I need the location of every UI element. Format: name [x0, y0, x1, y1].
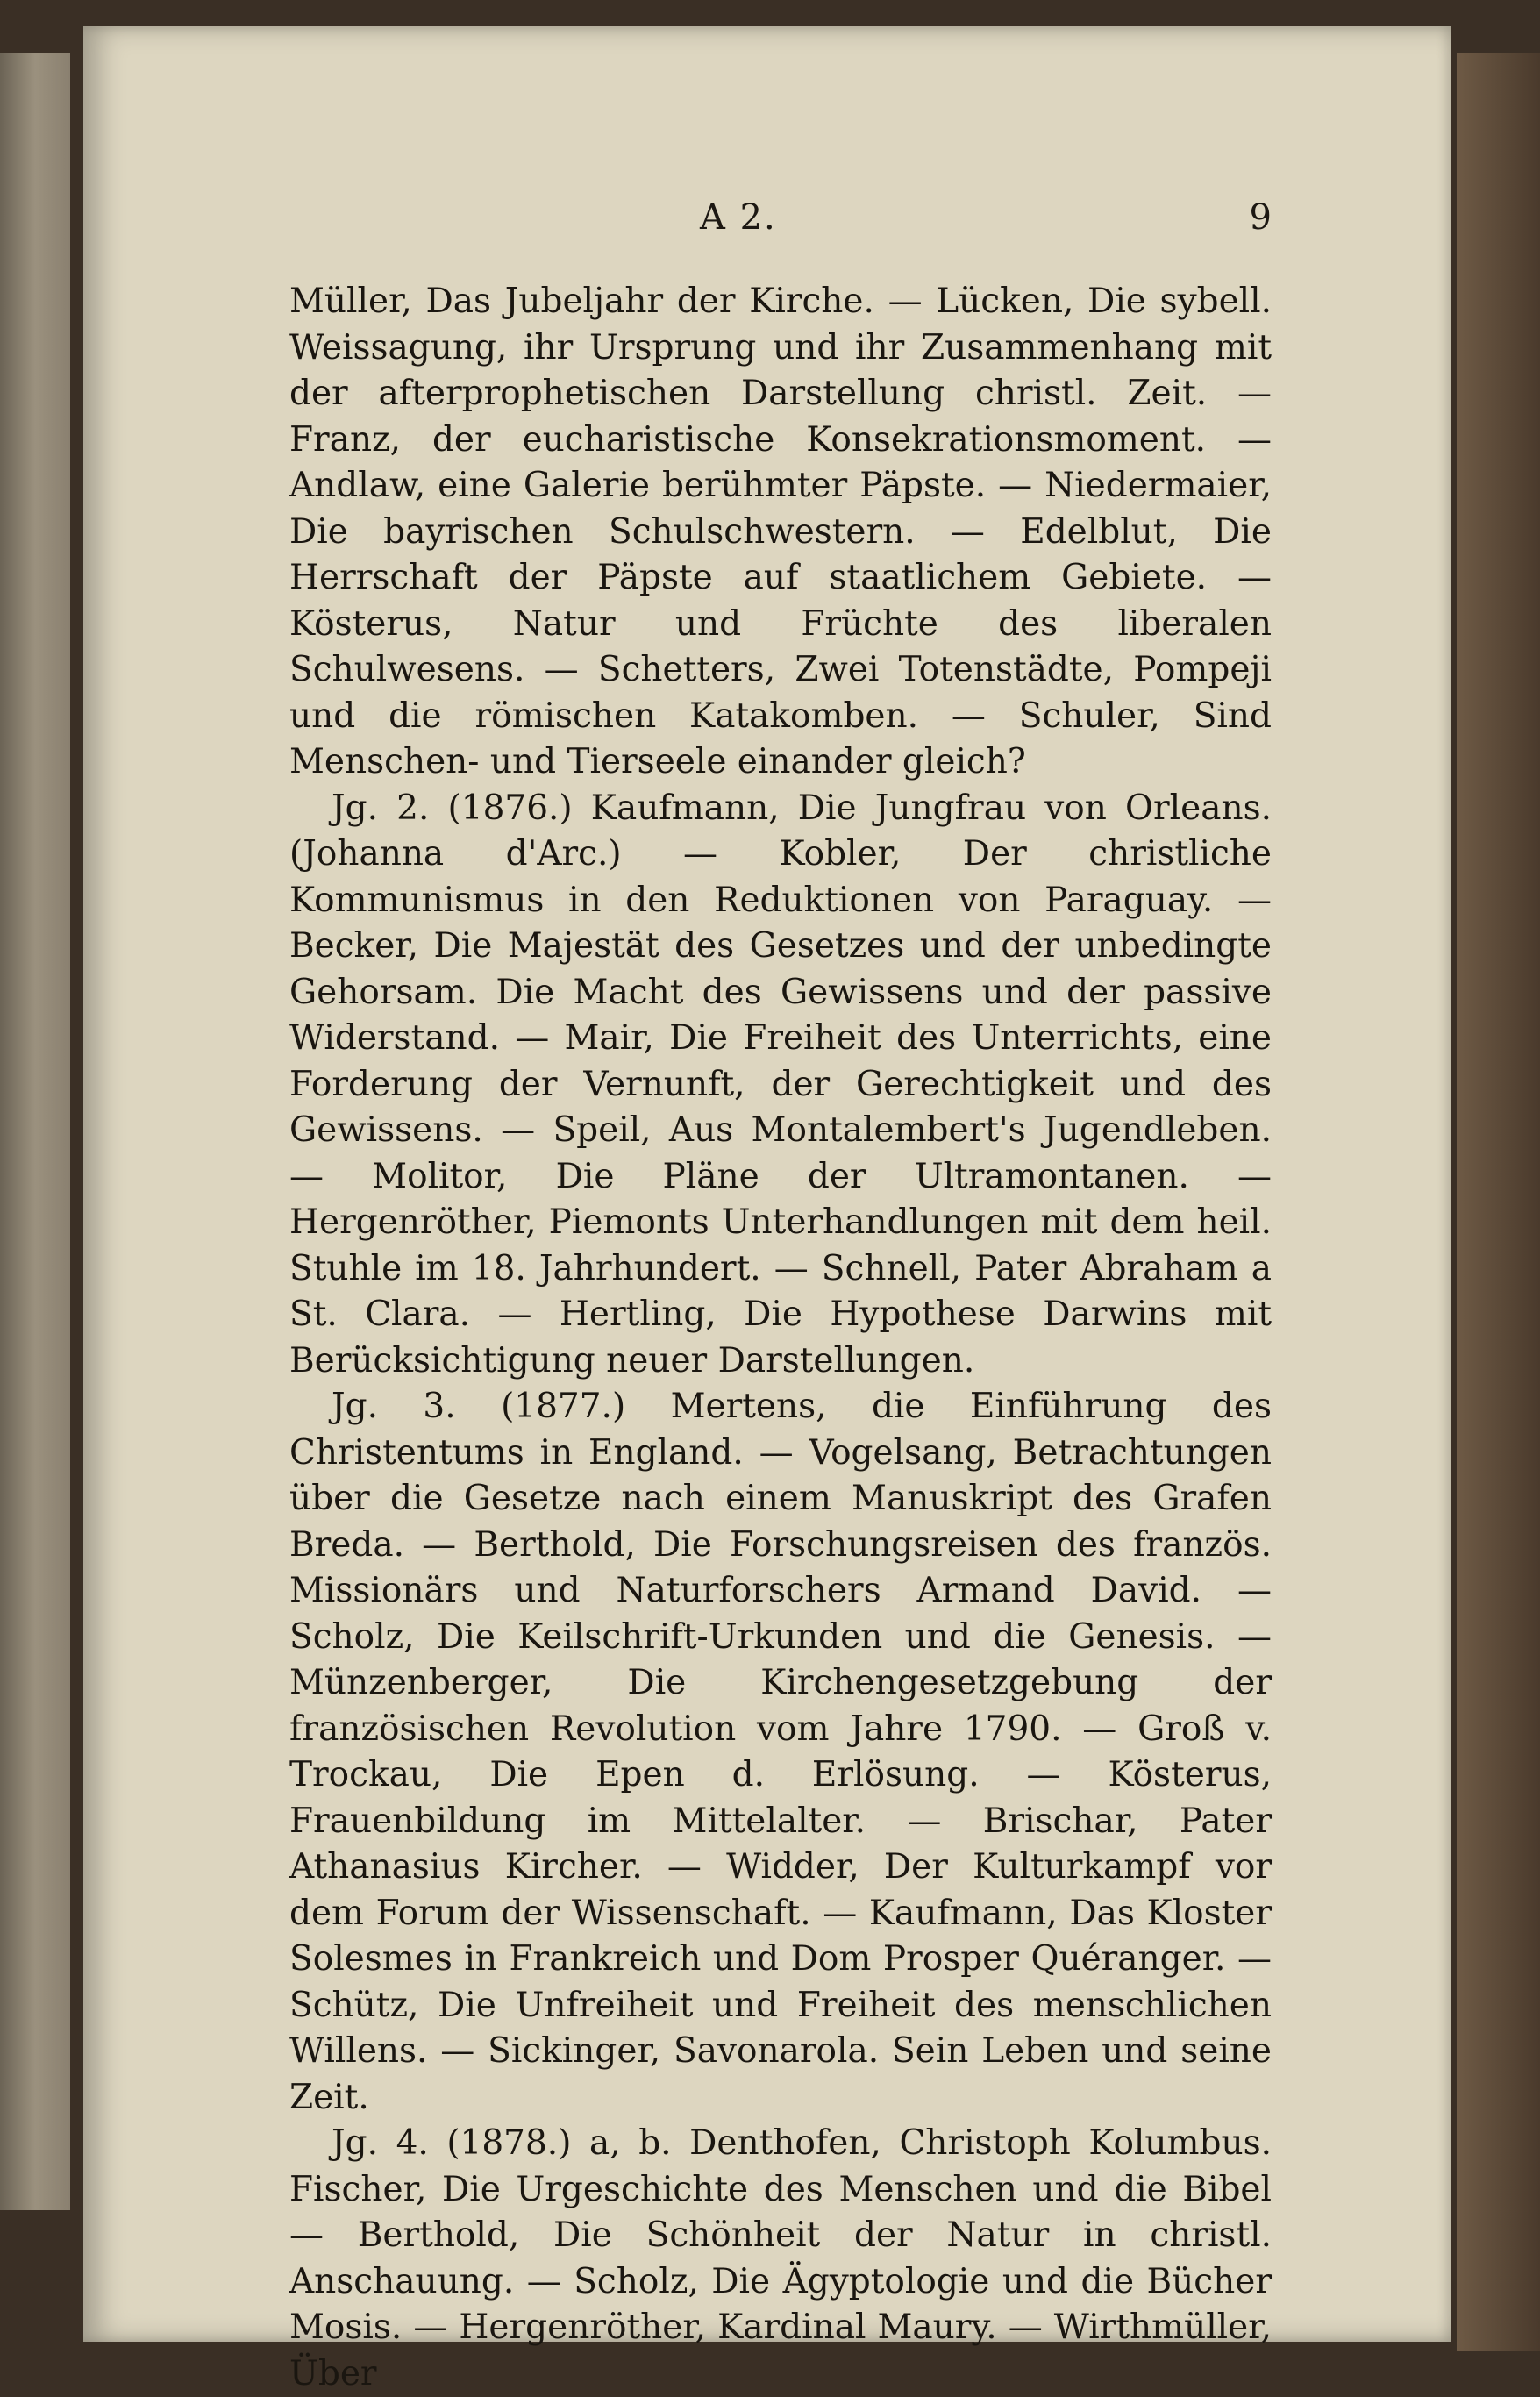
paragraph-jg1-continued: Müller, Das Jubeljahr der Kirche. — Lücken, Die sybell. Weissagung, ihr Ursprung und ihr Zusammenhang mit der afterprophetischen Darstellung christl. Zeit. — Franz, der eucharistische Konsekrationsmoment. — Andlaw, eine Galerie berühmter Päpste. — Niedermaier, Die bayrischen Schulschwestern. — Edelblut, Die Herrschaft der Päpste auf staatlichem Gebiete. — Kösterus, Natur und Früchte des liberalen Schulwesens. — Schetters, Zwei Totenstädte, Pompeji und die römischen Katakomben. — Schuler, Sind Menschen- und Tierseele einander gleich? — [289, 282, 1272, 781]
paragraph-jg2: Jg. 2. (1876.) Kaufmann, Die Jungfrau von Orleans. (Johanna d'Arc.) — Kobler, Der christliche Kommunismus in den Reduktionen von Paraguay. — Becker, Die Majestät des Gesetzes und der unbedingte Gehorsam. Die Macht des Gewissens und der passive Widerstand. — Mair, Die Freiheit des Unterrichts, eine Forderung der Vernunft, der Gerechtigkeit und des Gewissens. — Speil, Aus Montalembert's Jugendleben. — Molitor, Die Pläne der Ultramontanen. — Hergenröther, Piemonts Unterhandlungen mit dem heil. Stuhle im 18. Jahrhundert. — Schnell, Pater Abraham a St. Clara. — Hertling, Die Hypothese Darwins mit Berücksichtigung neuer Darstellungen. — [289, 788, 1272, 1380]
facing-page-edge — [0, 53, 70, 2210]
book-spine-edge — [1457, 53, 1540, 2351]
paragraph-jg4: Jg. 4. (1878.) a, b. Denthofen, Christoph Kolumbus. Fischer, Die Urgeschichte des Menschen und die Bibel — Berthold, Die Schönheit der Natur in christl. Anschauung. — Scholz, Die Ägyptologie und die Bücher Mosis. — Hergenröther, Kardinal Maury. — Wirthmüller, Über — [289, 2123, 1272, 2393]
page-header — [289, 197, 1272, 250]
signature-mark: A 2. — [700, 197, 777, 238]
page-number: 9 — [1249, 197, 1272, 238]
page-body — [289, 279, 1272, 2397]
paragraph-jg3: Jg. 3. (1877.) Mertens, die Einführung des Christentums in England. — Vogelsang, Betrachtungen über die Gesetze nach einem Manuskript des Grafen Breda. — Berthold, Die Forschungsreisen des französ. Missionärs und Naturforschers Armand David. — Scholz, Die Keilschrift-Urkunden und die Genesis. — Münzenberger, Die Kirchengesetzgebung der französischen Revolution vom Jahre 1790. — Groß v. Trockau, Die Epen d. Erlösung. — Kösterus, Frauenbildung im Mittelalter. — Brischar, Pater Athanasius Kircher. — Widder, Der Kulturkampf vor dem Forum der Wissenschaft. — Kaufmann, Das Kloster Solesmes in Frankreich und Dom Prosper Quéranger. — Schütz, Die Unfreiheit und Freiheit des menschlichen Willens. — Sickinger, Savonarola. Sein Leben und seine Zeit. — [289, 1387, 1272, 2117]
